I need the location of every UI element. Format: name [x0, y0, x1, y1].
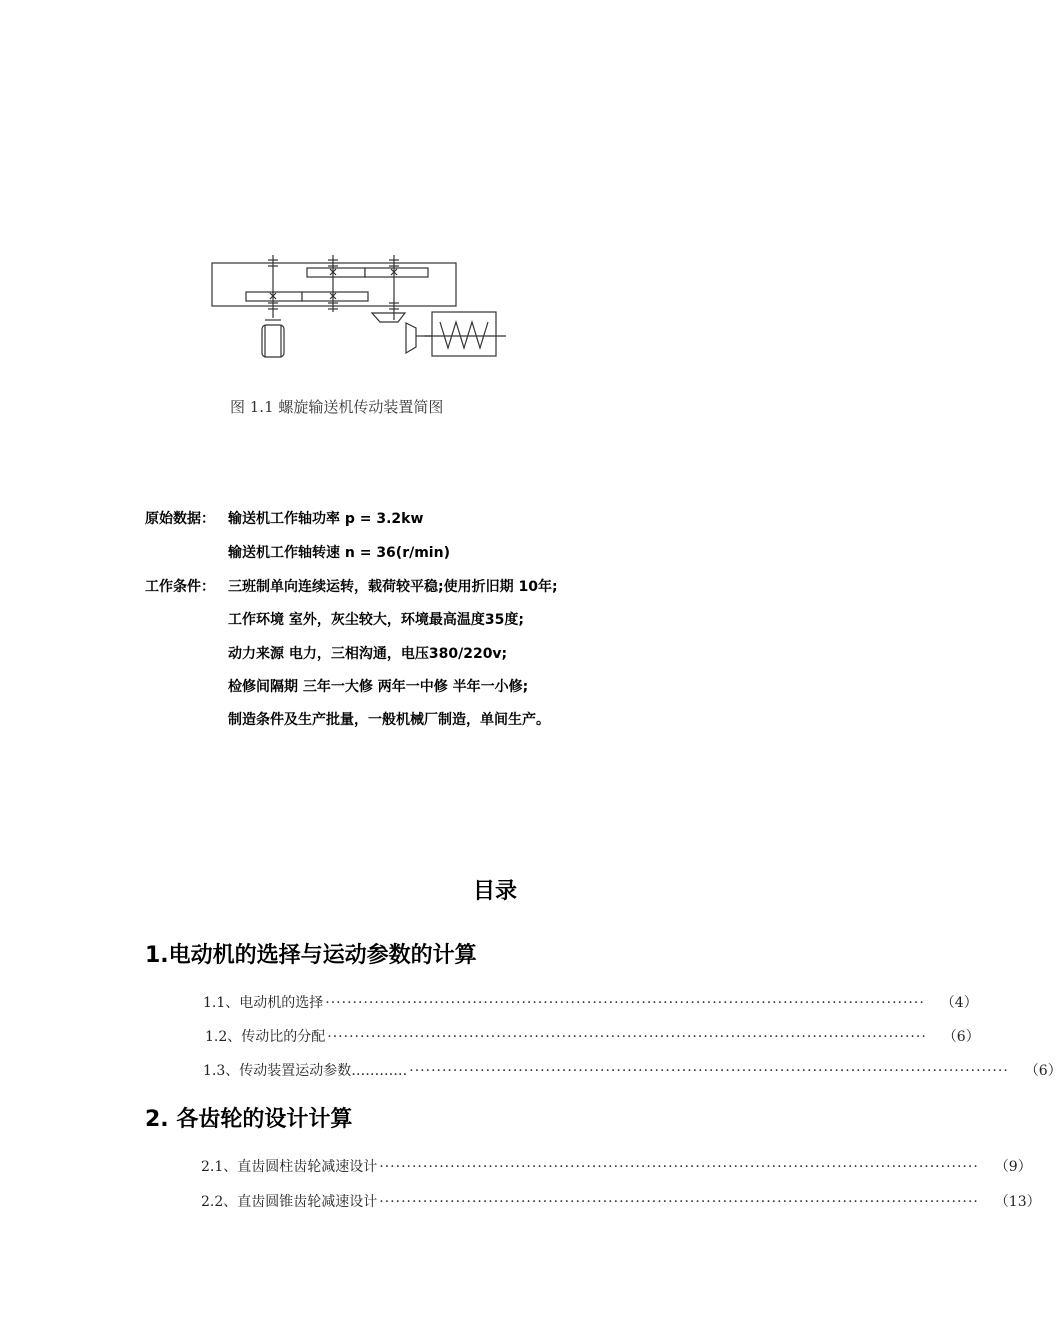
toc-entry-text: 1.3、传动装置运动参数…………	[203, 1063, 408, 1079]
condition-line: 动力来源 电力，三相沟通，电压380/220v;	[228, 646, 508, 662]
toc-entry-text: 1.1、电动机的选择	[203, 995, 324, 1011]
toc-entry[interactable]	[203, 992, 978, 1012]
toc-section-title: 1.电动机的选择与运动参数的计算	[145, 943, 477, 968]
toc-entry-page: （4）	[940, 995, 978, 1011]
toc-entry-text: 2.2、直齿圆锥齿轮减速设计	[201, 1194, 378, 1210]
power-line: 输送机工作轴功率 p = 3.2kw	[228, 511, 424, 527]
toc-leader-dots: ··············································································································	[379, 1159, 979, 1175]
original-data-label: 原始数据：	[145, 511, 215, 527]
toc-title: 目录	[472, 879, 517, 904]
toc-entry[interactable]	[205, 1026, 980, 1046]
condition-line: 工作环境 室外，灰尘较大，环境最高温度35度;	[228, 612, 524, 628]
toc-entry-page: （6）	[1024, 1063, 1062, 1079]
toc-leader-dots: ··············································································································	[409, 1063, 1009, 1079]
condition-line: 制造条件及生产批量，一般机械厂制造，单间生产。	[228, 712, 550, 728]
toc-leader-dots: ··············································································································	[325, 995, 925, 1011]
working-conditions-label: 工作条件：	[145, 579, 215, 595]
toc-leader-dots: ··············································································································	[327, 1029, 927, 1045]
transmission-diagram	[200, 250, 520, 375]
condition-line: 三班制单向连续运转，载荷较平稳;使用折旧期 10年;	[228, 579, 558, 595]
toc-entry-text: 1.2、传动比的分配	[205, 1029, 326, 1045]
condition-line: 检修间隔期 三年一大修 两年一中修 半年一小修;	[228, 679, 529, 695]
toc-entry-page: （13）	[994, 1194, 1041, 1210]
toc-entry[interactable]	[201, 1156, 1032, 1176]
speed-line: 输送机工作轴转速 n = 36(r/min)	[228, 545, 450, 561]
toc-entry-page: （9）	[994, 1159, 1032, 1175]
toc-entry[interactable]	[201, 1191, 1041, 1211]
toc-entry[interactable]	[203, 1060, 1062, 1080]
toc-entry-page: （6）	[942, 1029, 980, 1045]
toc-entry-text: 2.1、直齿圆柱齿轮减速设计	[201, 1159, 378, 1175]
figure-caption: 图 1.1 螺旋输送机传动装置简图	[230, 398, 444, 416]
toc-section-title: 2. 各齿轮的设计计算	[145, 1107, 353, 1132]
toc-leader-dots: ··············································································································	[379, 1194, 979, 1210]
